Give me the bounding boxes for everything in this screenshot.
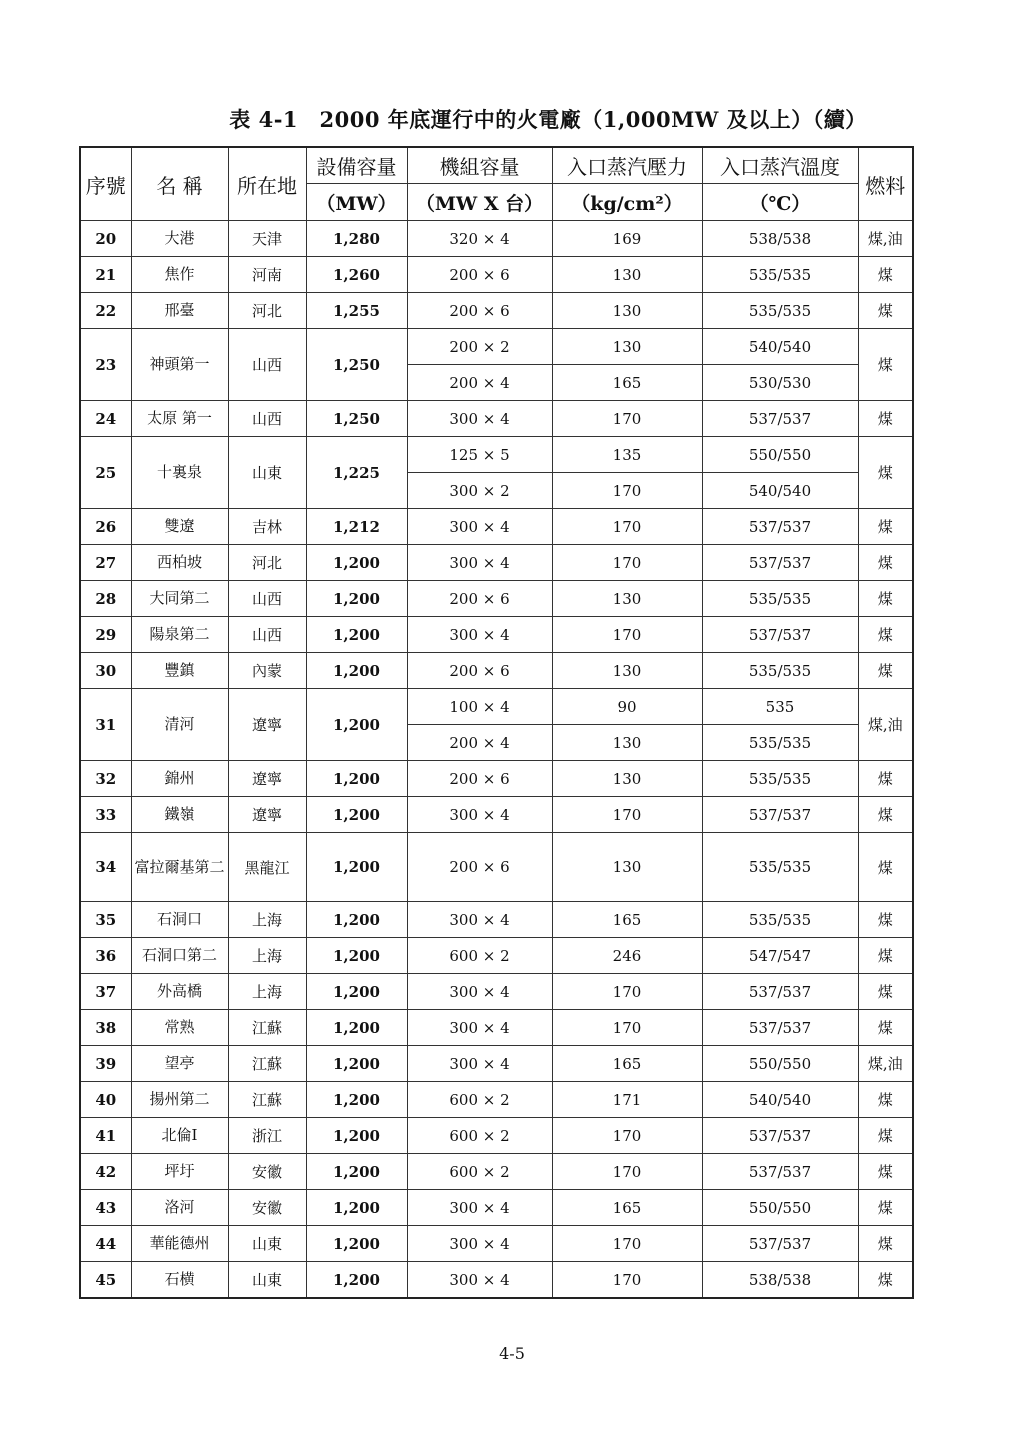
cell-fuel: 煤: [858, 1154, 913, 1190]
cell-pressure: 170: [552, 1262, 702, 1299]
cell-capacity: 1,200: [306, 974, 407, 1010]
table-title: 表 4-1 2000 年底運行中的火電廠（1,000MW 及以上）（續）: [229, 107, 867, 132]
cell-fuel: 煤: [858, 938, 913, 974]
cell-capacity: 1,200: [306, 1154, 407, 1190]
cell-unit-capacity: 300 × 2: [407, 473, 552, 509]
cell-temperature: 537/537: [702, 1118, 858, 1154]
header-temperature: 入口蒸汽溫度: [702, 147, 858, 184]
cell-name: 十裏泉: [131, 437, 228, 509]
cell-pressure: 130: [552, 761, 702, 797]
cell-name: 大同第二: [131, 581, 228, 617]
cell-capacity: 1,260: [306, 257, 407, 293]
cell-unit-capacity: 300 × 4: [407, 974, 552, 1010]
cell-fuel: 煤: [858, 1118, 913, 1154]
cell-no: 45: [80, 1262, 131, 1299]
cell-capacity: 1,250: [306, 401, 407, 437]
table-row: [80, 1226, 913, 1262]
table-row: [80, 1154, 913, 1190]
cell-unit-capacity: 300 × 4: [407, 509, 552, 545]
cell-location: 內蒙: [228, 653, 306, 689]
cell-unit-capacity: 300 × 4: [407, 1262, 552, 1299]
header-fuel: 燃料: [858, 147, 913, 221]
cell-pressure: 130: [552, 725, 702, 761]
cell-fuel: 煤: [858, 974, 913, 1010]
cell-location: 上海: [228, 938, 306, 974]
cell-capacity: 1,200: [306, 545, 407, 581]
header-unit-capacity: 機組容量: [407, 147, 552, 184]
cell-location: 江蘇: [228, 1082, 306, 1118]
cell-pressure: 130: [552, 581, 702, 617]
cell-pressure: 90: [552, 689, 702, 725]
cell-no: 39: [80, 1046, 131, 1082]
cell-unit-capacity: 600 × 2: [407, 938, 552, 974]
cell-fuel: 煤: [858, 797, 913, 833]
table-row: [80, 761, 913, 797]
cell-name: 錦州: [131, 761, 228, 797]
header-capacity: 設備容量: [306, 147, 407, 184]
cell-temperature: 550/550: [702, 437, 858, 473]
cell-fuel: 煤: [858, 761, 913, 797]
cell-location: 遼寧: [228, 797, 306, 833]
table-row: [80, 1190, 913, 1226]
table-row: [80, 509, 913, 545]
table-row: [80, 1262, 913, 1299]
cell-capacity: 1,200: [306, 1190, 407, 1226]
cell-pressure: 130: [552, 293, 702, 329]
cell-pressure: 246: [552, 938, 702, 974]
header-no: 序號: [80, 147, 131, 221]
table-row: [80, 1082, 913, 1118]
cell-no: 20: [80, 221, 131, 257]
cell-location: 上海: [228, 902, 306, 938]
cell-no: 27: [80, 545, 131, 581]
cell-location: 山西: [228, 329, 306, 401]
cell-unit-capacity: 300 × 4: [407, 1190, 552, 1226]
cell-name: 洛河: [131, 1190, 228, 1226]
header-temperature-unit: （℃）: [702, 184, 858, 221]
cell-name: 豐鎮: [131, 653, 228, 689]
cell-location: 遼寧: [228, 689, 306, 761]
cell-name: 富拉爾基第二: [131, 833, 228, 902]
cell-name: 石洞口: [131, 902, 228, 938]
cell-no: 42: [80, 1154, 131, 1190]
cell-location: 江蘇: [228, 1046, 306, 1082]
cell-unit-capacity: 300 × 4: [407, 401, 552, 437]
cell-unit-capacity: 300 × 4: [407, 1226, 552, 1262]
cell-fuel: 煤: [858, 1190, 913, 1226]
cell-location: 山西: [228, 401, 306, 437]
cell-pressure: 165: [552, 902, 702, 938]
cell-temperature: 537/537: [702, 401, 858, 437]
cell-capacity: 1,200: [306, 833, 407, 902]
cell-location: 黑龍江: [228, 833, 306, 902]
table-row: [80, 902, 913, 938]
cell-fuel: 煤: [858, 401, 913, 437]
cell-name: 北倫Ⅰ: [131, 1118, 228, 1154]
table-row: [80, 617, 913, 653]
cell-name: 焦作: [131, 257, 228, 293]
cell-unit-capacity: 300 × 4: [407, 1010, 552, 1046]
cell-name: 邢臺: [131, 293, 228, 329]
cell-no: 28: [80, 581, 131, 617]
cell-fuel: 煤: [858, 617, 913, 653]
cell-pressure: 130: [552, 653, 702, 689]
cell-capacity: 1,225: [306, 437, 407, 509]
cell-capacity: 1,200: [306, 689, 407, 761]
cell-no: 29: [80, 617, 131, 653]
cell-location: 河南: [228, 257, 306, 293]
table-body: [80, 221, 913, 1299]
cell-location: 山西: [228, 617, 306, 653]
cell-unit-capacity: 200 × 6: [407, 653, 552, 689]
cell-capacity: 1,200: [306, 1010, 407, 1046]
cell-fuel: 煤: [858, 545, 913, 581]
cell-capacity: 1,280: [306, 221, 407, 257]
header-unit-capacity-unit: （MW X 台）: [407, 184, 552, 221]
cell-pressure: 130: [552, 257, 702, 293]
cell-unit-capacity: 125 × 5: [407, 437, 552, 473]
table-row: [80, 437, 913, 473]
table-row: [80, 581, 913, 617]
cell-fuel: 煤: [858, 1082, 913, 1118]
cell-unit-capacity: 200 × 2: [407, 329, 552, 365]
cell-unit-capacity: 200 × 6: [407, 257, 552, 293]
cell-pressure: 170: [552, 509, 702, 545]
cell-name: 望亭: [131, 1046, 228, 1082]
cell-unit-capacity: 300 × 4: [407, 617, 552, 653]
header-pressure-unit: （kg/cm²）: [552, 184, 702, 221]
cell-capacity: 1,200: [306, 797, 407, 833]
cell-temperature: 535/535: [702, 653, 858, 689]
cell-capacity: 1,200: [306, 902, 407, 938]
cell-temperature: 537/537: [702, 797, 858, 833]
cell-temperature: 537/537: [702, 509, 858, 545]
cell-no: 44: [80, 1226, 131, 1262]
cell-temperature: 537/537: [702, 545, 858, 581]
table-row: [80, 974, 913, 1010]
cell-temperature: 535/535: [702, 581, 858, 617]
cell-no: 24: [80, 401, 131, 437]
cell-capacity: 1,200: [306, 1262, 407, 1299]
table-row: [80, 833, 913, 902]
cell-pressure: 170: [552, 545, 702, 581]
cell-temperature: 550/550: [702, 1190, 858, 1226]
cell-temperature: 537/537: [702, 974, 858, 1010]
table-row: [80, 1118, 913, 1154]
cell-temperature: 535/535: [702, 725, 858, 761]
cell-pressure: 165: [552, 1190, 702, 1226]
cell-no: 40: [80, 1082, 131, 1118]
cell-pressure: 170: [552, 1154, 702, 1190]
cell-fuel: 煤: [858, 1226, 913, 1262]
cell-name: 常熟: [131, 1010, 228, 1046]
cell-pressure: 170: [552, 1010, 702, 1046]
cell-pressure: 170: [552, 797, 702, 833]
cell-fuel: 煤: [858, 1262, 913, 1299]
cell-name: 太原 第一: [131, 401, 228, 437]
cell-temperature: 530/530: [702, 365, 858, 401]
cell-capacity: 1,200: [306, 1118, 407, 1154]
cell-pressure: 135: [552, 437, 702, 473]
cell-location: 安徽: [228, 1190, 306, 1226]
cell-no: 43: [80, 1190, 131, 1226]
cell-temperature: 540/540: [702, 1082, 858, 1118]
cell-name: 清河: [131, 689, 228, 761]
table-row: [80, 1010, 913, 1046]
cell-unit-capacity: 320 × 4: [407, 221, 552, 257]
cell-pressure: 171: [552, 1082, 702, 1118]
cell-unit-capacity: 300 × 4: [407, 902, 552, 938]
cell-name: 西柏坡: [131, 545, 228, 581]
cell-fuel: 煤: [858, 509, 913, 545]
cell-capacity: 1,212: [306, 509, 407, 545]
cell-pressure: 170: [552, 1118, 702, 1154]
cell-capacity: 1,200: [306, 761, 407, 797]
cell-unit-capacity: 200 × 4: [407, 365, 552, 401]
header-pressure: 入口蒸汽壓力: [552, 147, 702, 184]
cell-unit-capacity: 100 × 4: [407, 689, 552, 725]
cell-name: 石洞口第二: [131, 938, 228, 974]
cell-name: 石横: [131, 1262, 228, 1299]
table-row: [80, 545, 913, 581]
cell-fuel: 煤: [858, 257, 913, 293]
page-number: 4-5: [499, 1344, 525, 1363]
cell-name: 外高橋: [131, 974, 228, 1010]
cell-fuel: 煤,油: [858, 689, 913, 761]
cell-location: 安徽: [228, 1154, 306, 1190]
cell-unit-capacity: 200 × 6: [407, 581, 552, 617]
cell-temperature: 550/550: [702, 1046, 858, 1082]
cell-no: 37: [80, 974, 131, 1010]
cell-location: 遼寧: [228, 761, 306, 797]
cell-pressure: 130: [552, 833, 702, 902]
cell-temperature: 535: [702, 689, 858, 725]
cell-pressure: 170: [552, 1226, 702, 1262]
cell-pressure: 170: [552, 401, 702, 437]
cell-no: 26: [80, 509, 131, 545]
cell-no: 22: [80, 293, 131, 329]
cell-location: 山西: [228, 581, 306, 617]
cell-unit-capacity: 300 × 4: [407, 1046, 552, 1082]
cell-no: 36: [80, 938, 131, 974]
cell-fuel: 煤: [858, 329, 913, 401]
table-row: [80, 293, 913, 329]
cell-no: 30: [80, 653, 131, 689]
cell-location: 浙江: [228, 1118, 306, 1154]
cell-unit-capacity: 200 × 6: [407, 293, 552, 329]
cell-location: 山東: [228, 1226, 306, 1262]
cell-location: 江蘇: [228, 1010, 306, 1046]
cell-unit-capacity: 200 × 6: [407, 761, 552, 797]
cell-unit-capacity: 600 × 2: [407, 1082, 552, 1118]
cell-fuel: 煤: [858, 1010, 913, 1046]
cell-capacity: 1,200: [306, 1046, 407, 1082]
cell-unit-capacity: 600 × 2: [407, 1118, 552, 1154]
cell-no: 34: [80, 833, 131, 902]
cell-capacity: 1,200: [306, 617, 407, 653]
cell-location: 上海: [228, 974, 306, 1010]
cell-unit-capacity: 300 × 4: [407, 545, 552, 581]
table-row: [80, 797, 913, 833]
cell-no: 41: [80, 1118, 131, 1154]
cell-location: 吉林: [228, 509, 306, 545]
cell-name: 坪圩: [131, 1154, 228, 1190]
table-row: [80, 401, 913, 437]
cell-no: 21: [80, 257, 131, 293]
cell-temperature: 538/538: [702, 1262, 858, 1299]
power-plant-table: [79, 146, 914, 1299]
table-row: [80, 257, 913, 293]
cell-fuel: 煤: [858, 437, 913, 509]
cell-unit-capacity: 600 × 2: [407, 1154, 552, 1190]
cell-pressure: 170: [552, 974, 702, 1010]
cell-no: 23: [80, 329, 131, 401]
cell-capacity: 1,200: [306, 1082, 407, 1118]
table-row: [80, 689, 913, 725]
cell-no: 38: [80, 1010, 131, 1046]
cell-temperature: 535/535: [702, 293, 858, 329]
cell-no: 33: [80, 797, 131, 833]
cell-pressure: 170: [552, 473, 702, 509]
cell-no: 35: [80, 902, 131, 938]
cell-temperature: 535/535: [702, 257, 858, 293]
cell-temperature: 538/538: [702, 221, 858, 257]
cell-name: 華能德州: [131, 1226, 228, 1262]
cell-name: 大港: [131, 221, 228, 257]
cell-fuel: 煤: [858, 902, 913, 938]
cell-name: 神頭第一: [131, 329, 228, 401]
cell-temperature: 535/535: [702, 902, 858, 938]
cell-temperature: 537/537: [702, 1010, 858, 1046]
cell-location: 河北: [228, 545, 306, 581]
cell-location: 山東: [228, 437, 306, 509]
cell-no: 32: [80, 761, 131, 797]
cell-capacity: 1,200: [306, 653, 407, 689]
cell-fuel: 煤,油: [858, 1046, 913, 1082]
cell-unit-capacity: 200 × 4: [407, 725, 552, 761]
cell-unit-capacity: 300 × 4: [407, 797, 552, 833]
cell-pressure: 165: [552, 1046, 702, 1082]
cell-fuel: 煤: [858, 293, 913, 329]
cell-no: 25: [80, 437, 131, 509]
cell-location: 山東: [228, 1262, 306, 1299]
cell-capacity: 1,250: [306, 329, 407, 401]
cell-unit-capacity: 200 × 6: [407, 833, 552, 902]
cell-temperature: 535/535: [702, 761, 858, 797]
cell-capacity: 1,200: [306, 581, 407, 617]
cell-name: 鐵嶺: [131, 797, 228, 833]
cell-temperature: 537/537: [702, 617, 858, 653]
cell-fuel: 煤,油: [858, 221, 913, 257]
cell-temperature: 537/537: [702, 1154, 858, 1190]
cell-temperature: 537/537: [702, 1226, 858, 1262]
cell-name: 雙遼: [131, 509, 228, 545]
table-header: [80, 147, 913, 221]
cell-fuel: 煤: [858, 581, 913, 617]
header-location: 所在地: [228, 147, 306, 221]
cell-location: 天津: [228, 221, 306, 257]
cell-temperature: 535/535: [702, 833, 858, 902]
table-row: [80, 938, 913, 974]
table-row: [80, 221, 913, 257]
cell-name: 陽泉第二: [131, 617, 228, 653]
cell-capacity: 1,255: [306, 293, 407, 329]
cell-name: 揚州第二: [131, 1082, 228, 1118]
cell-fuel: 煤: [858, 653, 913, 689]
table-row: [80, 329, 913, 365]
table-row: [80, 1046, 913, 1082]
cell-fuel: 煤: [858, 833, 913, 902]
cell-temperature: 540/540: [702, 473, 858, 509]
cell-no: 31: [80, 689, 131, 761]
cell-pressure: 130: [552, 329, 702, 365]
table-row: [80, 653, 913, 689]
header-capacity-unit: （MW）: [306, 184, 407, 221]
cell-location: 河北: [228, 293, 306, 329]
cell-capacity: 1,200: [306, 1226, 407, 1262]
cell-pressure: 169: [552, 221, 702, 257]
cell-pressure: 170: [552, 617, 702, 653]
header-name: 名 稱: [131, 147, 228, 221]
cell-temperature: 540/540: [702, 329, 858, 365]
cell-pressure: 165: [552, 365, 702, 401]
cell-capacity: 1,200: [306, 938, 407, 974]
cell-temperature: 547/547: [702, 938, 858, 974]
